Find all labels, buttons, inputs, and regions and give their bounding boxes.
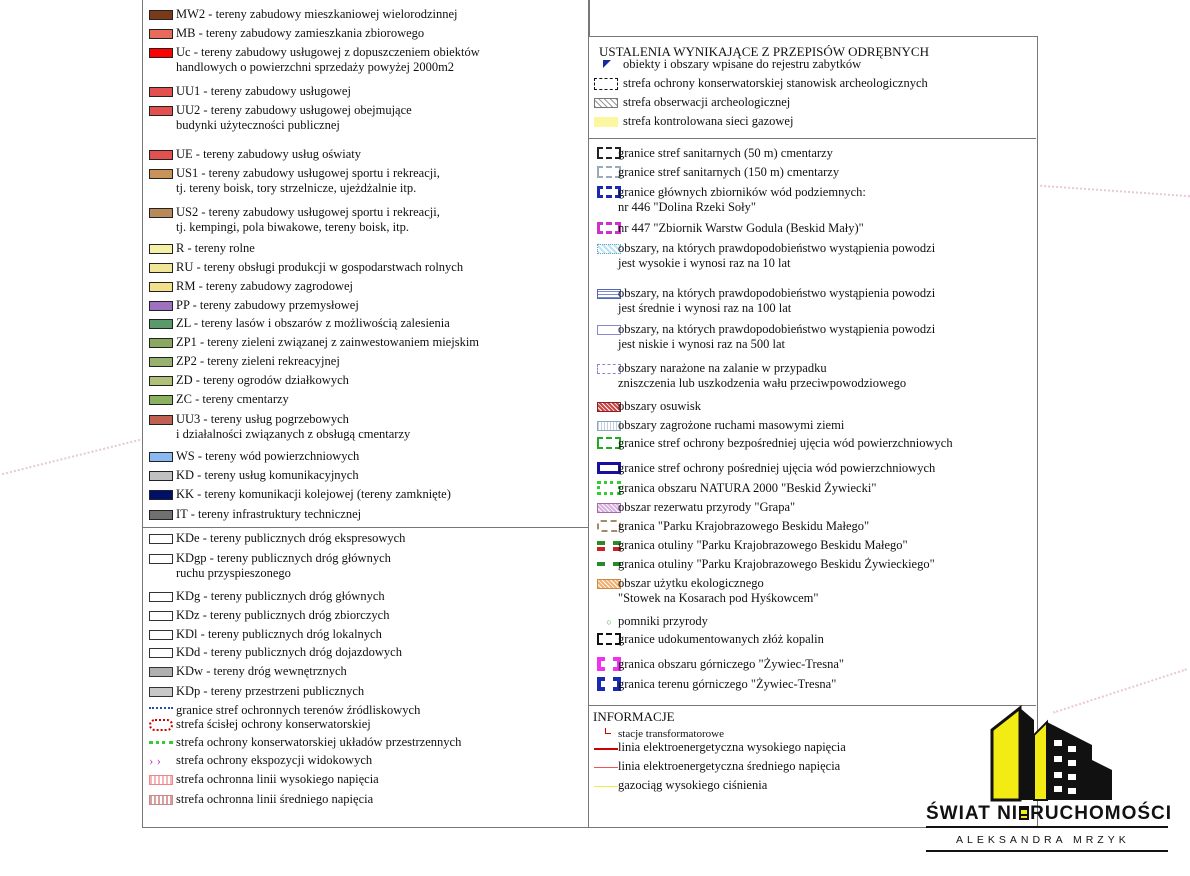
legend-label: nr 447 "Zbiornik Warstw Godula (Beskid Mały)": [618, 221, 864, 235]
legend-label: UU3 - tereny usług pogrzebowych: [176, 412, 349, 426]
legend-label: PP - tereny zabudowy przemysłowej: [176, 298, 359, 312]
legend-label: RU - tereny obsługi produkcji w gospodarstwach rolnych: [176, 260, 464, 274]
legend-label: granica terenu górniczego "Żywiec-Tresna": [618, 677, 837, 691]
legend-label: obszary, na których prawdopodobieństwo wystąpienia powodzi: [618, 241, 936, 255]
legend-label-2: handlowych o powierzchni sprzedaży powyżej 2000m2: [176, 60, 455, 74]
legend-swatch: [149, 719, 173, 731]
legend-swatch: [149, 319, 173, 329]
legend-swatch: [594, 78, 618, 90]
logo-e-icon: [1019, 806, 1029, 820]
logo-name: [926, 803, 1172, 825]
legend-swatch: [149, 87, 173, 97]
legend-label: KDw - tereny dróg wewnętrznych: [176, 664, 347, 678]
legend-label: UU2 - tereny zabudowy usługowej obejmujące: [176, 103, 412, 117]
legend-label-2: jest niskie i wynosi raz na 500 lat: [618, 337, 785, 351]
regulations-title: USTALENIA WYNIKAJĄCE Z PRZEPISÓW ODRĘBNYCH: [599, 44, 929, 59]
legend-label: obszary zagrożone ruchami masowymi ziemi: [618, 418, 845, 432]
legend-label: ZD - tereny ogrodów działkowych: [176, 373, 349, 387]
legend-label: granice stref sanitarnych (150 m) cmentarzy: [618, 165, 840, 179]
right-divider-1: [588, 138, 1036, 139]
legend-label: obszary osuwisk: [618, 399, 701, 413]
legend-label: strefa ochronna linii wysokiego napięcia: [176, 772, 379, 786]
legend-swatch: [149, 741, 173, 744]
legend-label-2: i działalności związanych z obsługą cmentarzy: [176, 427, 411, 441]
legend-label: KDg - tereny publicznych dróg głównych: [176, 589, 385, 603]
legend-label: gazociąg wysokiego ciśnienia: [618, 778, 768, 792]
legend-label: granica otuliny "Parku Krajobrazowego Beskidu Żywieckiego": [618, 557, 935, 571]
legend-label-2: jest wysokie i wynosi raz na 10 lat: [618, 256, 791, 270]
legend-label: obszar rezerwatu przyrody "Grapa": [618, 500, 796, 514]
legend-label: MW2 - tereny zabudowy mieszkaniowej wielorodzinnej: [176, 7, 458, 21]
building-logo-icon: [922, 700, 1177, 810]
legend-swatch: [149, 338, 173, 348]
legend-label: ZP1 - tereny zieleni związanej z zainwestowaniem miejskim: [176, 335, 480, 349]
legend-label: UE - tereny zabudowy usług oświaty: [176, 147, 362, 161]
legend-label: stacje transformatorowe: [618, 728, 724, 740]
legend-label: KDgp - tereny publicznych dróg głównych: [176, 551, 391, 565]
legend-label-2: tj. kempingi, pola biwakowe, tereny boisk, itp.: [176, 220, 409, 234]
legend-swatch: [594, 786, 618, 787]
legend-swatch: [149, 395, 173, 405]
legend-swatch: [149, 452, 173, 462]
legend-label: granica "Parku Krajobrazowego Beskidu Małego": [618, 519, 870, 533]
map-boundary-line: [2, 437, 148, 475]
legend-swatch: [149, 707, 173, 709]
legend-swatch: [149, 795, 173, 805]
legend-swatch: [149, 415, 173, 425]
legend-label: strefa obserwacji archeologicznej: [623, 95, 791, 109]
legend-label-2: tj. tereny boisk, tory strzelnicze, ujeżdżalnie itp.: [176, 181, 417, 195]
logo-name-part2: RUCHOMOŚCI: [1030, 803, 1173, 824]
legend-label: strefa ochrony ekspozycji widokowych: [176, 753, 373, 767]
legend-swatch: [149, 775, 173, 785]
legend-swatch: [149, 490, 173, 500]
legend-label: granice stref ochrony bezpośredniej ujęcia wód powierzchniowych: [618, 436, 953, 450]
legend-swatch: [149, 48, 173, 58]
legend-label: strefa ścisłej ochrony konserwatorskiej: [176, 717, 371, 731]
legend-label: US1 - tereny zabudowy usługowej sportu i rekreacji,: [176, 166, 440, 180]
legend-swatch: [149, 169, 173, 179]
legend-label-2: ruchu przyspieszonego: [176, 566, 291, 580]
legend-label: granice udokumentowanych złóż kopalin: [618, 632, 824, 646]
legend-label: obszary, na których prawdopodobieństwo wystąpienia powodzi: [618, 322, 936, 336]
legend-swatch: [149, 10, 173, 20]
legend-label: WS - tereny wód powierzchniowych: [176, 449, 360, 463]
logo-name-part1: ŚWIAT NI: [926, 803, 1019, 824]
legend-label: granice stref ochronnych terenów źródliskowych: [176, 703, 421, 717]
legend-label: KDd - tereny publicznych dróg dojazdowych: [176, 645, 402, 659]
legend-swatch: [149, 357, 173, 367]
legend-swatch: [149, 263, 173, 273]
legend-label-2: budynki użyteczności publicznej: [176, 118, 340, 132]
legend-label: KDp - tereny przestrzeni publicznych: [176, 684, 365, 698]
right-top-border: [588, 0, 589, 38]
legend-swatch: ○: [606, 617, 612, 627]
legend-label: KDe - tereny publicznych dróg ekspresowych: [176, 531, 406, 545]
legend-label: strefa ochronna linii średniego napięcia: [176, 792, 374, 806]
legend-label-2: nr 446 "Dolina Rzeki Soły": [618, 200, 756, 214]
legend-label: strefa ochrony konserwatorskiej stanowisk archeologicznych: [623, 76, 928, 90]
legend-roads-section: [142, 527, 588, 528]
legend-swatch: › ›: [149, 753, 161, 768]
legend-swatch: [149, 554, 173, 564]
legend-label: ZL - tereny lasów i obszarów z możliwością zalesienia: [176, 316, 450, 330]
legend-swatch: [149, 208, 173, 218]
legend-label: KD - tereny usług komunikacyjnych: [176, 468, 359, 482]
legend-swatch: [149, 592, 173, 602]
legend-label: linia elektroenergetyczna wysokiego napięcia: [618, 740, 846, 754]
legend-label: Uc - tereny zabudowy usługowej z dopuszczeniem obiektów: [176, 45, 480, 59]
legend-label-2: "Stowek na Kosarach pod Hyśkowcem": [618, 591, 819, 605]
legend-label: KK - tereny komunikacji kolejowej (tereny zamknięte): [176, 487, 451, 501]
legend-swatch: [149, 534, 173, 544]
legend-label: KDl - tereny publicznych dróg lokalnych: [176, 627, 382, 641]
legend-swatch: [149, 301, 173, 311]
legend-swatch: [149, 244, 173, 254]
legend-swatch: [594, 748, 618, 750]
legend-swatch: [149, 687, 173, 697]
legend-label: granica obszaru NATURA 2000 "Beskid Żywiecki": [618, 481, 877, 495]
legend-label: obiekty i obszary wpisane do rejestru zabytków: [623, 57, 862, 71]
legend-label: granice stref ochrony pośredniej ujęcia wód powierzchniowych: [618, 461, 936, 475]
legend-label: obszar użytku ekologicznego: [618, 576, 764, 590]
legend-label: R - tereny rolne: [176, 241, 255, 255]
legend-label: strefa kontrolowana sieci gazowej: [623, 114, 794, 128]
legend-label: pomniki przyrody: [618, 614, 708, 628]
legend-label: IT - tereny infrastruktury technicznej: [176, 507, 362, 521]
legend-label: granica otuliny "Parku Krajobrazowego Beskidu Małego": [618, 538, 908, 552]
legend-label: UU1 - tereny zabudowy usługowej: [176, 84, 351, 98]
legend-swatch: [149, 376, 173, 386]
legend-swatch: [149, 510, 173, 520]
legend-swatch: [149, 630, 173, 640]
legend-label: ZP2 - tereny zieleni rekreacyjnej: [176, 354, 340, 368]
legend-swatch: [149, 611, 173, 621]
legend-label: granice stref sanitarnych (50 m) cmentarzy: [618, 146, 833, 160]
legend-label: KDz - tereny publicznych dróg zbiorczych: [176, 608, 390, 622]
legend-label: RM - tereny zabudowy zagrodowej: [176, 279, 354, 293]
legend-swatch: [149, 150, 173, 160]
company-logo: [922, 700, 1177, 860]
legend-label: MB - tereny zabudowy zamieszkania zbiorowego: [176, 26, 425, 40]
legend-label: obszary, na których prawdopodobieństwo wystąpienia powodzi: [618, 286, 936, 300]
legend-label: US2 - tereny zabudowy usługowej sportu i rekreacji,: [176, 205, 440, 219]
legend-swatch: [149, 471, 173, 481]
legend-swatch: [149, 106, 173, 116]
legend-swatch: [149, 29, 173, 39]
legend-label: granica obszaru górniczego "Żywiec-Tresna": [618, 657, 844, 671]
legend-swatch: [594, 767, 618, 768]
map-boundary-line: [1040, 185, 1190, 197]
legend-swatch: [594, 98, 618, 108]
legend-swatch: [605, 728, 611, 734]
legend-label: linia elektroenergetyczna średniego napięcia: [618, 759, 841, 773]
legend-label: strefa ochrony konserwatorskiej układów przestrzennych: [176, 735, 462, 749]
information-title: INFORMACJE: [593, 709, 675, 724]
legend-label: ZC - tereny cmentarzy: [176, 392, 289, 406]
legend-label: obszary narażone na zalanie w przypadku: [618, 361, 827, 375]
logo-subtitle: ALEKSANDRA MRZYK: [956, 834, 1130, 846]
legend-swatch: [149, 282, 173, 292]
legend-label-2: zniszczenia lub uszkodzenia wału przeciwpowodziowego: [618, 376, 907, 390]
legend-label-2: jest średnie i wynosi raz na 100 lat: [618, 301, 792, 315]
legend-swatch: [594, 117, 618, 127]
legend-swatch: [149, 648, 173, 658]
legend-label: granice głównych zbiorników wód podziemnych:: [618, 185, 866, 199]
legend-swatch: [149, 667, 173, 677]
